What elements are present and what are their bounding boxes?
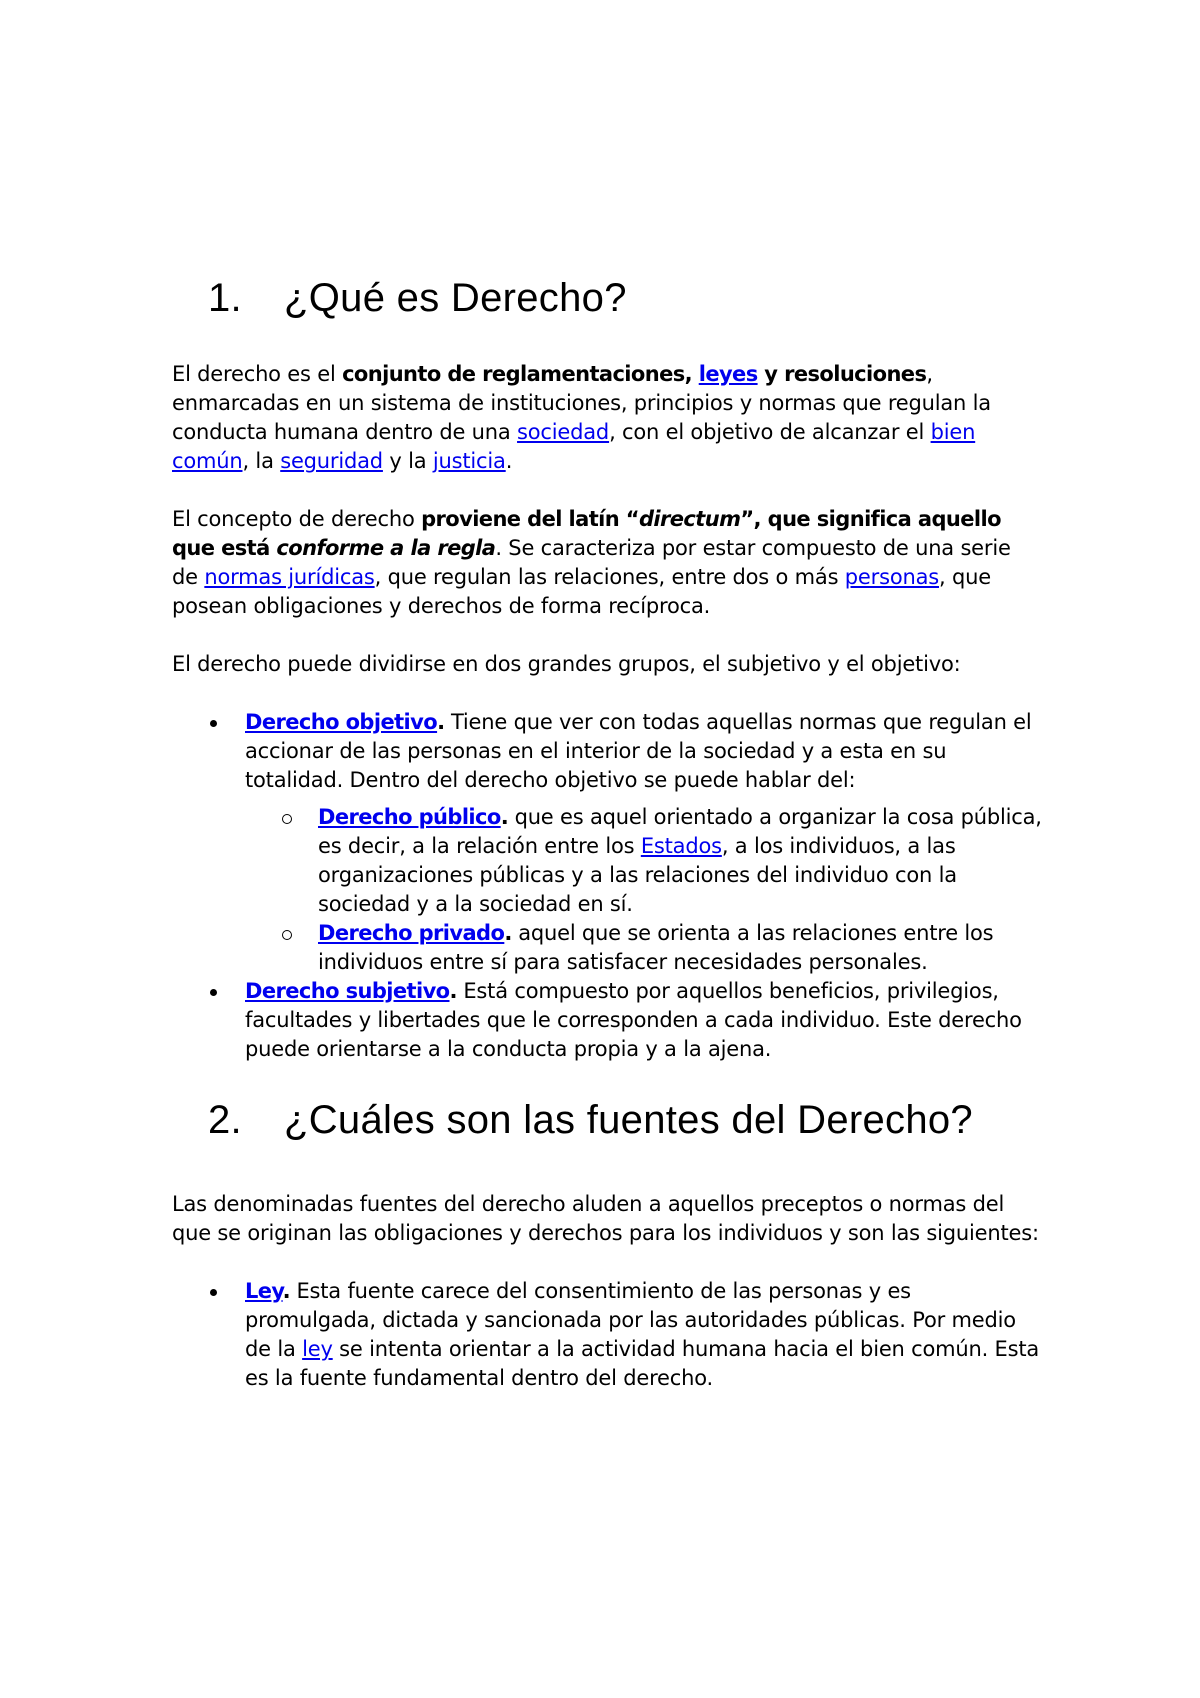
section-2-heading (172, 1092, 1042, 1148)
bold-text: ”, que significa aquello que está (172, 507, 1001, 560)
text-run: . Se caracteriza por estar compuesto de una serie de (172, 536, 1011, 589)
link-justicia[interactable]: justicia (432, 449, 506, 473)
bold-text: . (504, 921, 512, 945)
link-bien-comun[interactable]: bien común (172, 420, 976, 473)
list-item-objetivo (172, 708, 1042, 977)
text-run: , que posean obligaciones y derechos de forma recíproca. (172, 565, 991, 618)
circle-bullet-icon (282, 930, 292, 940)
bullet-icon (210, 989, 217, 996)
link-derecho-publico[interactable]: Derecho público (318, 805, 501, 829)
text-run: El derecho es el (172, 362, 343, 386)
circle-bullet-icon (282, 814, 292, 824)
link-sociedad[interactable]: sociedad (517, 420, 610, 444)
link-estados[interactable]: Estados (640, 834, 722, 858)
list-item-text: que es aquel orientado a organizar la cosa pública, es decir, a la relación entre los (318, 805, 1042, 858)
bold-text: conjunto de reglamentaciones, (342, 362, 699, 386)
bold-italic-text: directum (639, 507, 741, 531)
bold-text: y resoluciones (757, 362, 927, 386)
document-body (172, 270, 1042, 1393)
list-item-subjetivo (172, 977, 1042, 1064)
list-item-text: Está compuesto por aquellos beneficios, privilegios, facultades y libertades que le corresponden a cada individuo. Este derecho puede orientarse a la conducta propia y a la ajena. (245, 979, 1022, 1061)
fuentes-list (172, 1277, 1042, 1393)
list-item-publico (245, 803, 1042, 919)
bullet-icon (210, 1289, 217, 1296)
list-item-text: Tiene que ver con todas aquellas normas que regulan el accionar de las personas en el interior de la sociedad y a esta en su totalidad. Dentro del derecho objetivo se puede hablar del: (245, 710, 1032, 792)
text-run: y la (382, 449, 433, 473)
paragraph-origin (172, 505, 1042, 621)
derecho-objetivo-sublist (245, 803, 1042, 977)
bold-text: proviene del latín “ (421, 507, 639, 531)
bullet-icon (210, 720, 217, 727)
link-derecho-privado[interactable]: Derecho privado (318, 921, 505, 945)
link-derecho-objetivo[interactable]: Derecho objetivo (245, 710, 438, 734)
text-run: , que regulan las relaciones, entre dos o más (374, 565, 845, 589)
list-item-text: se intenta orientar a la actividad humana hacia el bien común. Esta es la fuente fundamental dentro del derecho. (245, 1337, 1040, 1390)
section-2-title: ¿Cuáles son las fuentes del Derecho? (284, 1098, 973, 1142)
list-item-text: , a los individuos, a las organizaciones públicas y a las relaciones del individuo con la sociedad y a la sociedad en sí. (318, 834, 957, 916)
text-run: , con el objetivo de alcanzar el (609, 420, 931, 444)
list-item-ley (172, 1277, 1042, 1393)
link-personas[interactable]: personas (844, 565, 939, 589)
paragraph-fuentes: Las denominadas fuentes del derecho aluden a aquellos preceptos o normas del que se originan las obligaciones y derechos para los individuos y son las siguientes: (172, 1192, 1039, 1245)
section-1-heading (172, 270, 1042, 326)
bold-text: . (437, 710, 445, 734)
bold-text: . (449, 979, 457, 1003)
derecho-types-list (172, 708, 1042, 1064)
bold-text: . (500, 805, 509, 829)
paragraph-definition (172, 360, 1042, 476)
bold-text: . (282, 1279, 290, 1303)
text-run: , enmarcadas en un sistema de instituciones, principios y normas que regulan la conducta humana dentro de una (172, 362, 991, 444)
section-2-number: 2. (208, 1098, 242, 1142)
list-item-privado (245, 919, 1042, 977)
link-ley[interactable]: ley (302, 1337, 333, 1361)
text-run: . (505, 449, 513, 473)
text-run: El concepto de derecho (172, 507, 422, 531)
list-item-text: aquel que se orienta a las relaciones entre los individuos entre sí para satisfacer necesidades personales. (318, 921, 994, 974)
link-seguridad[interactable]: seguridad (280, 449, 383, 473)
link-ley-heading[interactable]: Ley (245, 1279, 283, 1303)
bold-italic-text: conforme a la regla (276, 536, 496, 560)
section-1-title: ¿Qué es Derecho? (284, 276, 627, 320)
link-normas-juridicas[interactable]: normas jurídicas (204, 565, 375, 589)
link-leyes[interactable]: leyes (698, 362, 758, 386)
text-run: , la (242, 449, 281, 473)
list-item-text: Esta fuente carece del consentimiento de las personas y es promulgada, dictada y sancionada por las autoridades públicas. Por medio de la (245, 1279, 1016, 1361)
section-1-number: 1. (208, 276, 242, 320)
link-derecho-subjetivo[interactable]: Derecho subjetivo (245, 979, 450, 1003)
paragraph-groups: El derecho puede dividirse en dos grandes grupos, el subjetivo y el objetivo: (172, 652, 961, 676)
